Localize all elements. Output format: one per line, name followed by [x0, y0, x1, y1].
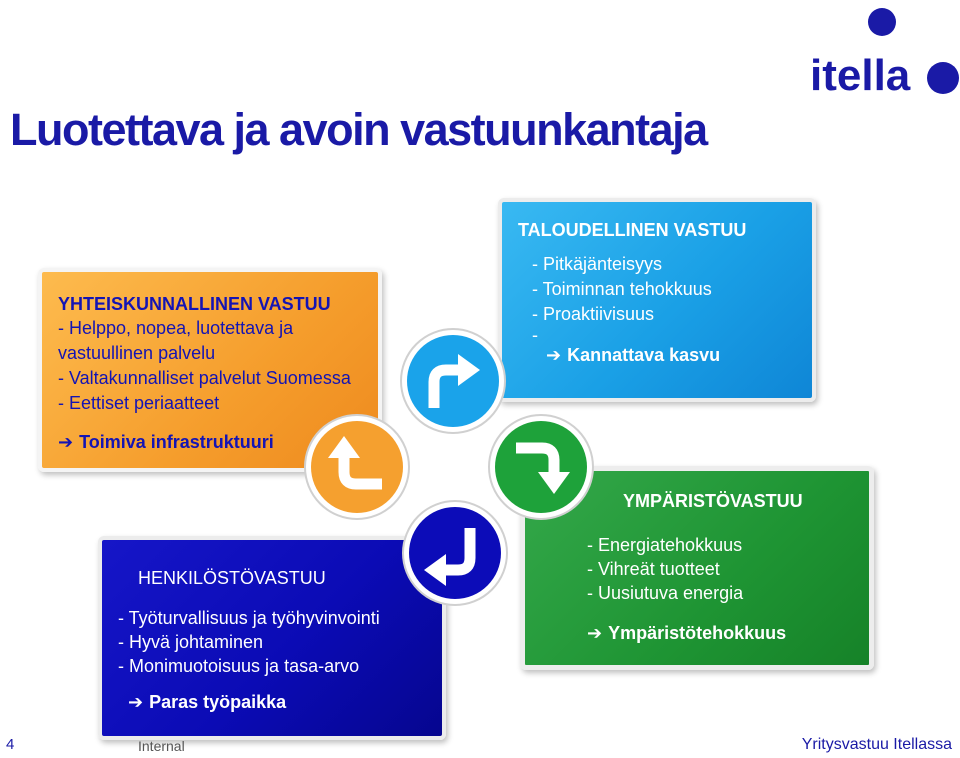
economic-line-1: - Pitkäjänteisyys [532, 254, 663, 274]
economic-result-text: Kannattava kasvu [567, 345, 721, 365]
economic-line-3: - Proaktiivisuus [532, 304, 655, 324]
economic-result [518, 343, 798, 368]
itella-logo [808, 4, 960, 96]
societal-line-2: vastuullinen palvelu [58, 343, 216, 363]
logo-text: itella [810, 51, 911, 96]
personnel-responsibility-box [98, 536, 446, 740]
right-arrow-icon: ➔ [587, 623, 603, 644]
personnel-line-1: - Työturvallisuus ja työhyvinvointi [118, 608, 380, 628]
personnel-result [118, 690, 428, 715]
economic-line-2: - Toiminnan tehokkuus [532, 279, 712, 299]
societal-result-text: Toimiva infrastruktuuri [79, 432, 274, 452]
personnel-line-2: - Hyvä johtaminen [118, 632, 264, 652]
societal-line-4: - Eettiset periaatteet [58, 393, 220, 413]
right-arrow-icon: ➔ [128, 692, 144, 713]
footer-title: Yritysvastuu Itellassa [801, 736, 952, 753]
page-number: 4 [6, 736, 15, 753]
environmental-line-1: - Energiatehokkuus [587, 535, 743, 555]
environmental-result-text: Ympäristötehokkuus [608, 623, 787, 643]
classification-label: Internal [138, 738, 185, 754]
personnel-result-text: Paras työpaikka [149, 692, 287, 712]
societal-line-3: - Valtakunnalliset palvelut Suomessa [58, 368, 351, 388]
environmental-heading: YMPÄRISTÖVASTUU [623, 491, 803, 511]
right-arrow-icon: ➔ [546, 345, 562, 366]
economic-line-4: - [532, 325, 538, 345]
societal-heading: YHTEISKUNNALLINEN VASTUU [58, 294, 331, 314]
personnel-heading: HENKILÖSTÖVASTUU [138, 568, 326, 588]
environmental-line-2: - Vihreät tuotteet [587, 559, 720, 579]
environmental-result [587, 621, 855, 646]
return-arrow-icon [400, 498, 510, 608]
turn-up-arrow-icon [302, 412, 412, 522]
economic-responsibility-box [498, 198, 816, 402]
economic-heading: TALOUDELLINEN VASTUU [518, 220, 747, 240]
page-title: Luotettava ja avoin vastuunkantaja [10, 104, 707, 155]
societal-line-1: - Helppo, nopea, luotettava ja [58, 318, 294, 338]
environmental-line-3: - Uusiutuva energia [587, 583, 744, 603]
right-arrow-icon: ➔ [58, 432, 74, 453]
personnel-line-3: - Monimuotoisuus ja tasa-arvo [118, 656, 360, 676]
